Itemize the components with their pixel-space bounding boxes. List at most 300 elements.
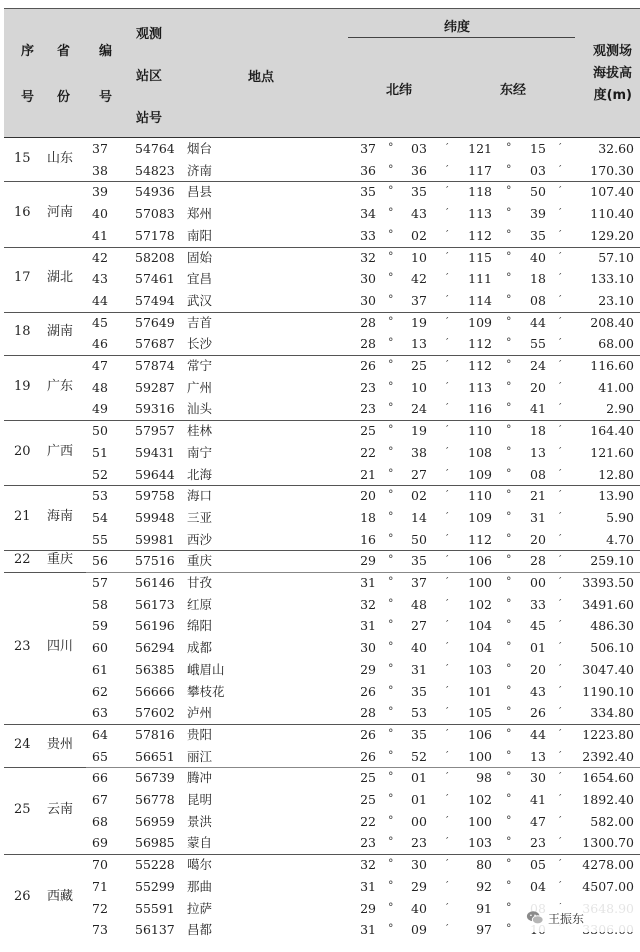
row-number: 41: [92, 227, 108, 243]
row-number: 54: [92, 509, 108, 525]
row-number: 47: [92, 358, 108, 373]
latitude-minutes: 50: [411, 531, 427, 547]
degree-symbol: °: [506, 379, 512, 393]
latitude-degrees: 28: [360, 314, 376, 330]
longitude-degrees: 109: [468, 466, 492, 482]
group-separator: [4, 312, 640, 313]
row-separator: [86, 572, 640, 573]
degree-symbol: °: [388, 444, 394, 458]
minute-symbol: ′: [446, 813, 449, 827]
row-number: 44: [92, 292, 108, 308]
place-name: 海口: [187, 488, 213, 504]
altitude-value: 1190.10: [582, 683, 634, 699]
place-name: 北海: [187, 466, 213, 482]
header-station-1: 观测: [136, 27, 163, 42]
altitude-value: 133.10: [590, 271, 634, 287]
group-province: 贵州: [47, 736, 74, 752]
minute-symbol: ′: [559, 857, 562, 871]
longitude-minutes: 20: [530, 531, 546, 547]
longitude-minutes: 41: [530, 792, 546, 807]
longitude-degrees: 106: [468, 726, 492, 742]
minute-symbol: ′: [559, 379, 562, 393]
altitude-value: 110.40: [590, 206, 634, 222]
row-number: 67: [92, 792, 108, 807]
latitude-degrees: 25: [360, 423, 376, 439]
longitude-degrees: 104: [468, 618, 492, 634]
table-row: [4, 767, 640, 789]
group-province: 海南: [47, 508, 74, 524]
station-id: 56739: [135, 770, 175, 786]
longitude-degrees: 113: [468, 379, 492, 395]
header-location: 地点: [248, 70, 275, 85]
row-number: 51: [92, 444, 108, 460]
altitude-value: 2.90: [606, 401, 634, 417]
station-id: 54764: [135, 141, 175, 156]
table-row: [4, 203, 640, 225]
latitude-minutes: 02: [411, 227, 427, 243]
group-seq: 16: [14, 204, 31, 220]
minute-symbol: ′: [446, 922, 449, 936]
group-separator: [4, 355, 640, 356]
altitude-value: 4507.00: [582, 878, 634, 894]
latitude-degrees: 26: [360, 726, 376, 742]
altitude-value: 506.10: [590, 640, 634, 656]
minute-symbol: ′: [559, 640, 562, 654]
latitude-minutes: 43: [411, 206, 427, 222]
degree-symbol: °: [388, 141, 394, 154]
minute-symbol: ′: [446, 336, 449, 350]
table-row: [4, 333, 640, 355]
table-row: [4, 529, 640, 551]
altitude-value: 3393.50: [582, 575, 634, 590]
longitude-minutes: 20: [530, 379, 546, 395]
degree-symbol: °: [506, 553, 512, 567]
table-row: [4, 550, 640, 572]
degree-symbol: °: [388, 835, 394, 849]
longitude-degrees: 112: [468, 531, 492, 547]
longitude-degrees: 103: [468, 661, 492, 677]
latitude-degrees: 32: [360, 596, 376, 612]
table-row: [4, 507, 640, 529]
minute-symbol: ′: [446, 184, 449, 198]
minute-symbol: ′: [559, 292, 562, 306]
table-row: [4, 464, 640, 486]
row-number: 56: [92, 553, 108, 569]
latitude-minutes: 48: [411, 596, 427, 612]
degree-symbol: °: [506, 531, 512, 545]
latitude-minutes: 10: [411, 249, 427, 265]
degree-symbol: °: [388, 878, 394, 892]
place-name: 贵阳: [187, 726, 213, 742]
station-id: 56196: [135, 618, 175, 634]
table-row: [4, 138, 640, 160]
altitude-value: 1300.70: [582, 835, 634, 851]
station-id: 59287: [135, 379, 175, 395]
group-separator: [4, 420, 640, 421]
group-seq: 20: [14, 443, 31, 459]
row-number: 58: [92, 596, 108, 612]
place-name: 吉首: [187, 314, 213, 330]
altitude-value: 3047.40: [582, 661, 634, 677]
place-name: 景洪: [187, 813, 213, 829]
latitude-degrees: 28: [360, 705, 376, 721]
longitude-minutes: 41: [530, 401, 546, 417]
station-id: 59981: [135, 531, 175, 547]
latitude-minutes: 09: [411, 922, 427, 938]
longitude-minutes: 50: [530, 184, 546, 200]
degree-symbol: °: [388, 705, 394, 719]
degree-symbol: °: [506, 813, 512, 827]
table-row: [4, 312, 640, 334]
table-row: [4, 247, 640, 269]
place-name: 固始: [187, 249, 213, 265]
longitude-minutes: 35: [530, 227, 546, 243]
place-name: 宜昌: [187, 271, 213, 287]
minute-symbol: ′: [559, 141, 562, 154]
station-id: 56385: [135, 661, 175, 677]
longitude-degrees: 108: [468, 444, 492, 460]
row-number: 71: [92, 878, 108, 894]
longitude-minutes: 20: [530, 661, 546, 677]
group-separator: [4, 485, 640, 486]
minute-symbol: ′: [446, 683, 449, 697]
header-altitude-3: 度(m): [593, 88, 632, 103]
degree-symbol: °: [388, 596, 394, 610]
place-name: 泸州: [187, 705, 213, 721]
altitude-value: 208.40: [590, 314, 634, 330]
minute-symbol: ′: [559, 575, 562, 588]
station-id: 59758: [135, 488, 175, 504]
row-number: 38: [92, 162, 108, 178]
group-seq: 21: [14, 508, 31, 524]
longitude-minutes: 21: [530, 488, 546, 504]
latitude-degrees: 31: [360, 922, 376, 938]
degree-symbol: °: [506, 661, 512, 675]
row-number: 59: [92, 618, 108, 634]
table-row: [4, 268, 640, 290]
degree-symbol: °: [388, 358, 394, 371]
longitude-minutes: 44: [530, 314, 546, 330]
longitude-minutes: 00: [530, 575, 546, 590]
degree-symbol: °: [388, 575, 394, 588]
minute-symbol: ′: [446, 206, 449, 220]
minute-symbol: ′: [559, 553, 562, 567]
latitude-minutes: 52: [411, 748, 427, 764]
longitude-minutes: 08: [530, 466, 546, 482]
row-number: 40: [92, 206, 108, 222]
altitude-value: 13.90: [598, 488, 634, 504]
minute-symbol: ′: [446, 792, 449, 805]
row-number: 63: [92, 705, 108, 721]
station-id: 55591: [135, 900, 175, 916]
longitude-minutes: 40: [530, 249, 546, 265]
place-name: 腾冲: [187, 770, 213, 786]
group-province: 湖北: [47, 270, 74, 286]
latitude-degrees: 23: [360, 835, 376, 851]
latitude-degrees: 29: [360, 900, 376, 916]
latitude-degrees: 31: [360, 575, 376, 590]
minute-symbol: ′: [446, 401, 449, 415]
longitude-degrees: 112: [468, 227, 492, 243]
latitude-degrees: 26: [360, 748, 376, 764]
altitude-value: 4.70: [606, 531, 634, 547]
longitude-degrees: 117: [468, 162, 492, 178]
longitude-minutes: 55: [530, 336, 546, 352]
degree-symbol: °: [388, 249, 394, 263]
latitude-minutes: 14: [411, 509, 427, 525]
degree-symbol: °: [506, 705, 512, 719]
group-seq: 17: [14, 270, 31, 286]
minute-symbol: ′: [559, 509, 562, 523]
longitude-degrees: 112: [468, 358, 492, 373]
group-separator: [4, 181, 640, 182]
table-row: [4, 420, 640, 442]
degree-symbol: °: [506, 358, 512, 371]
latitude-degrees: 25: [360, 770, 376, 786]
table-row: [4, 724, 640, 746]
header-seq-1: 序: [20, 44, 34, 59]
minute-symbol: ′: [446, 726, 449, 740]
latitude-minutes: 53: [411, 705, 427, 721]
latitude-degrees: 34: [360, 206, 376, 222]
latitude-degrees: 29: [360, 553, 376, 569]
row-number: 49: [92, 401, 108, 417]
header-east: 东经: [500, 83, 527, 98]
table-row: [4, 854, 640, 876]
group-separator: [4, 247, 640, 248]
minute-symbol: ′: [446, 162, 449, 176]
latitude-degrees: 37: [360, 141, 376, 156]
minute-symbol: ′: [446, 618, 449, 632]
minute-symbol: ′: [446, 770, 449, 784]
longitude-minutes: 28: [530, 553, 546, 569]
minute-symbol: ′: [559, 358, 562, 371]
station-id: 56959: [135, 813, 175, 829]
minute-symbol: ′: [559, 401, 562, 415]
minute-symbol: ′: [559, 206, 562, 220]
row-number: 65: [92, 748, 108, 764]
longitude-degrees: 101: [468, 683, 492, 699]
minute-symbol: ′: [559, 466, 562, 480]
latitude-degrees: 36: [360, 162, 376, 178]
longitude-degrees: 105: [468, 705, 492, 721]
table-row: [4, 832, 640, 854]
row-number: 66: [92, 770, 108, 786]
row-number: 68: [92, 813, 108, 829]
latitude-degrees: 29: [360, 661, 376, 677]
degree-symbol: °: [388, 488, 394, 502]
row-number: 70: [92, 857, 108, 873]
degree-symbol: °: [506, 249, 512, 263]
minute-symbol: ′: [446, 878, 449, 892]
minute-symbol: ′: [446, 857, 449, 871]
minute-symbol: ′: [559, 531, 562, 545]
group-seq: 25: [14, 801, 31, 817]
longitude-minutes: 24: [530, 358, 546, 373]
degree-symbol: °: [506, 206, 512, 220]
latitude-minutes: 37: [411, 292, 427, 308]
latitude-degrees: 31: [360, 618, 376, 634]
altitude-value: 68.00: [598, 336, 634, 352]
header-number-1: 编: [98, 44, 112, 59]
row-number: 52: [92, 466, 108, 482]
minute-symbol: ′: [446, 705, 449, 719]
minute-symbol: ′: [446, 423, 449, 437]
minute-symbol: ′: [559, 596, 562, 610]
degree-symbol: °: [506, 792, 512, 805]
altitude-value: 1892.40: [582, 792, 634, 807]
station-id: 57461: [135, 271, 175, 287]
latitude-degrees: 18: [360, 509, 376, 525]
station-id: 57178: [135, 227, 175, 243]
row-number: 45: [92, 314, 108, 330]
station-id: 57494: [135, 292, 175, 308]
longitude-minutes: 44: [530, 726, 546, 742]
longitude-minutes: 31: [530, 509, 546, 525]
group-province: 西藏: [47, 888, 74, 904]
minute-symbol: ′: [446, 640, 449, 654]
minute-symbol: ′: [559, 770, 562, 784]
longitude-minutes: 18: [530, 423, 546, 439]
table-row: [4, 485, 640, 507]
latitude-degrees: 22: [360, 444, 376, 460]
station-id: 57602: [135, 705, 175, 721]
altitude-value: 5.90: [606, 509, 634, 525]
header-province-2: 份: [56, 90, 70, 105]
station-id: 55299: [135, 878, 175, 894]
minute-symbol: ′: [446, 596, 449, 610]
group-seq: 26: [14, 888, 31, 904]
altitude-value: 4278.00: [582, 857, 634, 873]
altitude-value: 129.20: [590, 227, 634, 243]
degree-symbol: °: [388, 509, 394, 523]
degree-symbol: °: [506, 878, 512, 892]
row-number: 46: [92, 336, 108, 352]
station-id: 58208: [135, 249, 175, 265]
minute-symbol: ′: [446, 488, 449, 502]
station-id: 57874: [135, 358, 175, 373]
latitude-degrees: 26: [360, 358, 376, 373]
place-name: 烟台: [187, 141, 213, 156]
degree-symbol: °: [388, 922, 394, 936]
degree-symbol: °: [506, 292, 512, 306]
latitude-degrees: 30: [360, 271, 376, 287]
degree-symbol: °: [506, 336, 512, 350]
group-seq: 23: [14, 638, 31, 654]
minute-symbol: ′: [559, 878, 562, 892]
latitude-minutes: 31: [411, 661, 427, 677]
minute-symbol: ′: [559, 748, 562, 762]
minute-symbol: ′: [559, 726, 562, 740]
group-province: 四川: [47, 638, 74, 654]
latitude-minutes: 01: [411, 792, 427, 807]
place-name: 三亚: [187, 509, 213, 525]
place-name: 昌县: [187, 184, 213, 200]
degree-symbol: °: [388, 314, 394, 328]
place-name: 甘孜: [187, 575, 213, 590]
station-id: 55228: [135, 857, 175, 873]
longitude-minutes: 43: [530, 683, 546, 699]
place-name: 常宁: [187, 358, 213, 373]
longitude-minutes: 23: [530, 835, 546, 851]
minute-symbol: ′: [559, 705, 562, 719]
table-row: [4, 659, 640, 681]
group-province: 重庆: [47, 552, 74, 568]
longitude-minutes: 08: [530, 292, 546, 308]
latitude-degrees: 26: [360, 683, 376, 699]
longitude-degrees: 100: [468, 813, 492, 829]
row-number: 53: [92, 488, 108, 504]
station-id: 56146: [135, 575, 175, 590]
latitude-minutes: 19: [411, 314, 427, 330]
degree-symbol: °: [506, 271, 512, 285]
latitude-degrees: 35: [360, 184, 376, 200]
minute-symbol: ′: [446, 748, 449, 762]
place-name: 那曲: [187, 878, 213, 894]
latitude-degrees: 32: [360, 857, 376, 873]
watermark: [522, 904, 640, 932]
latitude-degrees: 16: [360, 531, 376, 547]
longitude-minutes: 05: [530, 857, 546, 873]
longitude-minutes: 03: [530, 162, 546, 178]
minute-symbol: ′: [446, 358, 449, 371]
degree-symbol: °: [506, 466, 512, 480]
minute-symbol: ′: [559, 444, 562, 458]
minute-symbol: ′: [446, 553, 449, 567]
degree-symbol: °: [506, 401, 512, 415]
degree-symbol: °: [388, 661, 394, 675]
latitude-degrees: 23: [360, 379, 376, 395]
table-row: [4, 442, 640, 464]
place-name: 丽江: [187, 748, 213, 764]
table-row: [4, 789, 640, 811]
row-number: 42: [92, 249, 108, 265]
table-row: [4, 181, 640, 203]
longitude-degrees: 106: [468, 553, 492, 569]
place-name: 噶尔: [187, 857, 213, 873]
table-row: [4, 876, 640, 898]
degree-symbol: °: [506, 770, 512, 784]
longitude-minutes: 13: [530, 444, 546, 460]
degree-symbol: °: [388, 292, 394, 306]
degree-symbol: °: [388, 900, 394, 914]
station-id: 56985: [135, 835, 175, 851]
station-id: 56294: [135, 640, 175, 656]
row-number: 55: [92, 531, 108, 547]
longitude-degrees: 97: [476, 922, 492, 938]
place-name: 郑州: [187, 206, 213, 222]
row-number: 37: [92, 141, 108, 156]
station-id: 57083: [135, 206, 175, 222]
minute-symbol: ′: [446, 444, 449, 458]
longitude-degrees: 114: [468, 292, 492, 308]
degree-symbol: °: [506, 162, 512, 176]
row-number: 72: [92, 900, 108, 916]
minute-symbol: ′: [559, 271, 562, 285]
degree-symbol: °: [506, 575, 512, 588]
minute-symbol: ′: [559, 249, 562, 263]
altitude-value: 3491.60: [582, 596, 634, 612]
latitude-minutes: 27: [411, 618, 427, 634]
degree-symbol: °: [506, 509, 512, 523]
altitude-value: 170.30: [590, 162, 634, 178]
latitude-minutes: 25: [411, 358, 427, 373]
longitude-degrees: 92: [476, 878, 492, 894]
group-separator: [4, 724, 640, 725]
degree-symbol: °: [506, 314, 512, 328]
group-seq: 19: [14, 378, 31, 394]
station-id: 57516: [135, 553, 175, 569]
